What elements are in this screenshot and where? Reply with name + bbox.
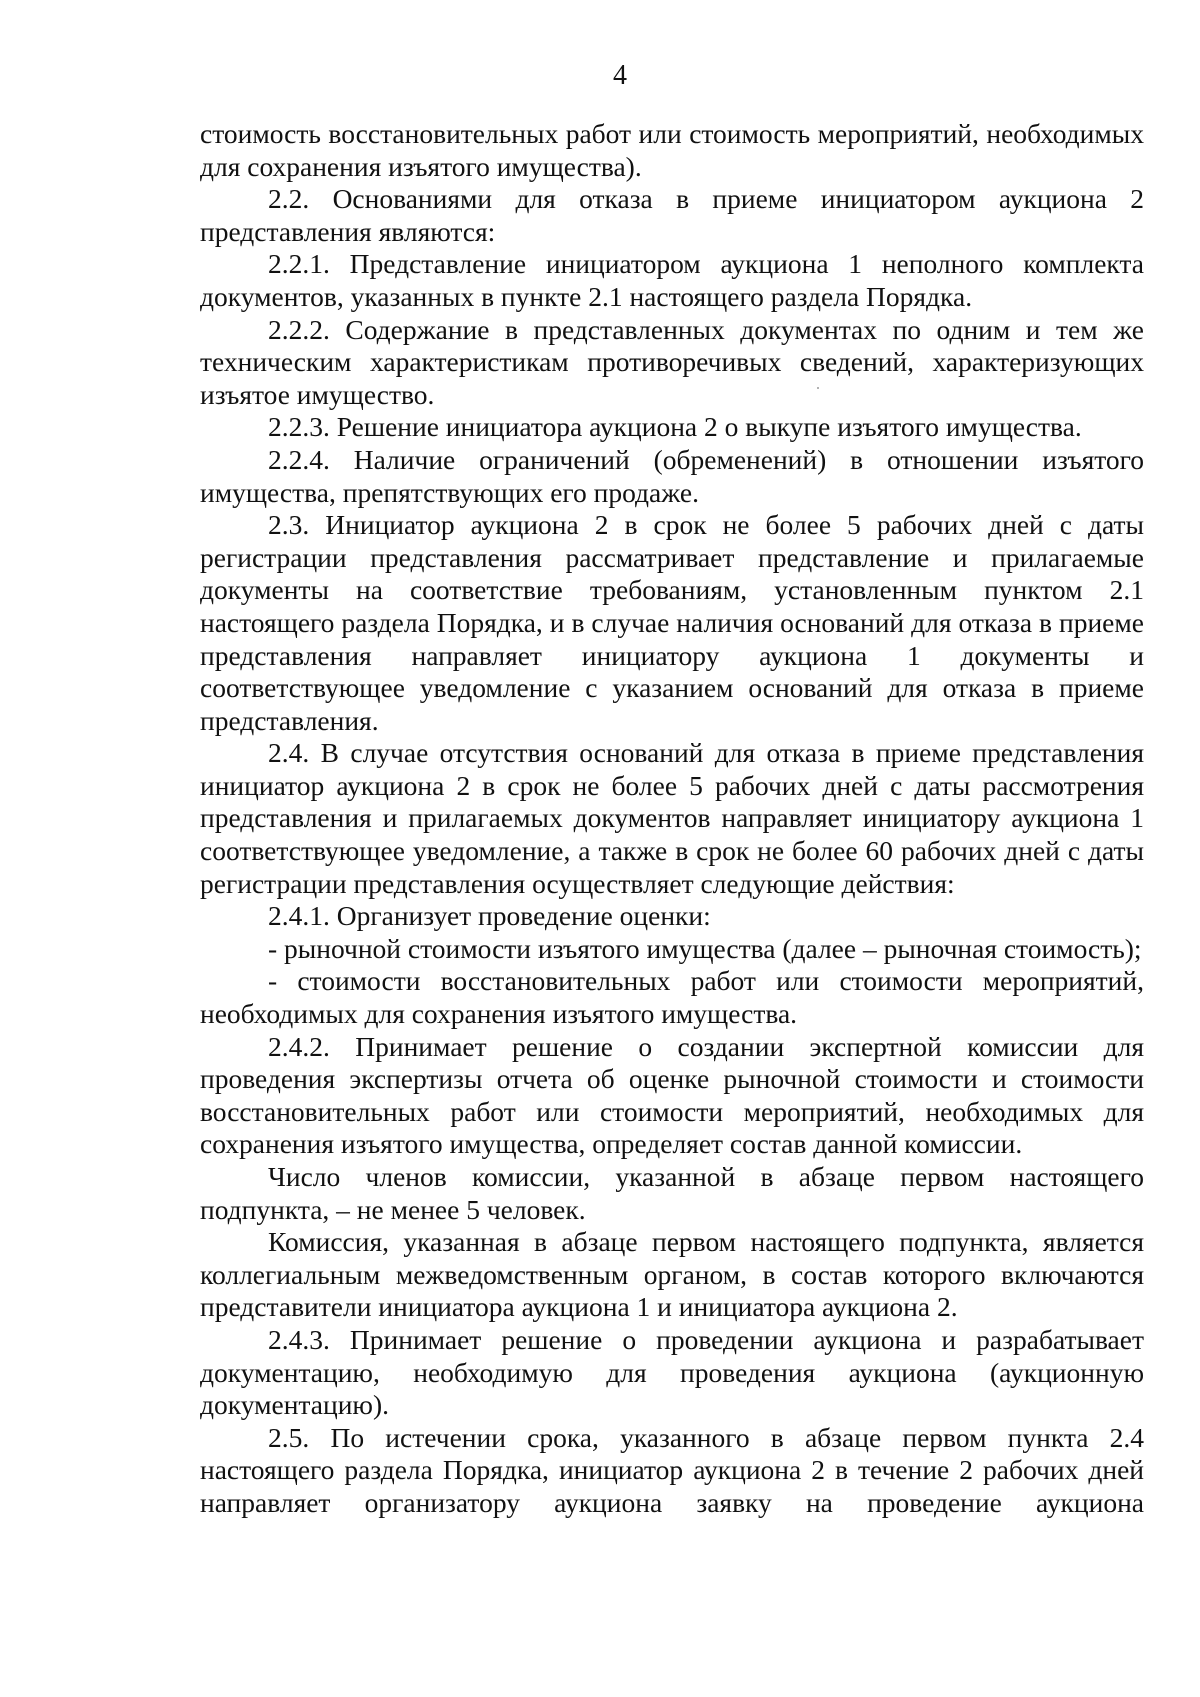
document-body <box>200 118 1144 1520</box>
paragraph: 2.4. В случае отсутствия оснований для отказа в приеме представления инициатор аукциона 2 в срок не более 5 рабочих дней с даты рассмотрения представления и прилагаемых документов направляет инициатору аукциона 1 соответствующее уведомление, а также в срок не более 60 рабочих дней с даты регистрации представления осуществляет следующие действия: <box>200 737 1144 899</box>
paragraph: стоимость восстановительных работ или стоимость мероприятий, необходимых для сохранения изъятого имущества). <box>200 118 1144 182</box>
paragraph: 2.3. Инициатор аукциона 2 в срок не более 5 рабочих дней с даты регистрации представления рассматривает представление и прилагаемые документы на соответствие требованиям, установленным пунктом 2.1 настоящего раздела Порядка, и в случае наличия оснований для отказа в приеме представления направляет инициатору аукциона 1 документы и соответствующее уведомление с указанием оснований для отказа в приеме представления. <box>200 509 1144 736</box>
paragraph: 2.4.2. Принимает решение о создании экспертной комиссии для проведения экспертизы отчета об оценке рыночной стоимости и стоимости восстановительных работ или стоимости мероприятий, необходимых для сохранения изъятого имущества, определяет состав данной комиссии. <box>200 1030 1144 1160</box>
paragraph: 2.4.1. Организует проведение оценки: <box>268 900 711 932</box>
paragraph: 2.5. По истечении срока, указанного в абзаце первом пункта 2.4 настоящего раздела Порядка, инициатор аукциона 2 в течение 2 рабочих дней направляет организатору аукциона заявку на проведение аукциона <box>200 1421 1144 1518</box>
paragraph: Число членов комиссии, указанной в абзаце первом настоящего подпункта, – не менее 5 человек. <box>200 1161 1144 1225</box>
paragraph: Комиссия, указанная в абзаце первом настоящего подпункта, является коллегиальным межведомственным органом, в состав которого включаются представители инициатора аукциона 1 и инициатора аукциона 2. <box>200 1226 1144 1323</box>
paragraph: 2.2. Основаниями для отказа в приеме инициатором аукциона 2 представления являются: <box>200 183 1144 247</box>
paragraph: 2.2.2. Содержание в представленных документах по одним и тем же техническим характеристикам противоречивых сведений, характеризующих изъятое имущество. <box>200 313 1144 410</box>
paragraph: - стоимости восстановительных работ или стоимости мероприятий, необходимых для сохранения изъятого имущества. <box>200 965 1144 1030</box>
paragraph: 2.4.3. Принимает решение о проведении аукциона и разрабатывает документацию, необходимую для проведения аукциона (аукционную документацию). <box>200 1323 1144 1421</box>
paragraph: - рыночной стоимости изъятого имущества (далее – рыночная стоимость); <box>268 932 1142 964</box>
paragraph: 2.2.3. Решение инициатора аукциона 2 о выкупе изъятого имущества. <box>268 411 1082 443</box>
page-number: 4 <box>613 60 627 91</box>
paragraph: 2.2.4. Наличие ограничений (обременений) в отношении изъятого имущества, препятствующих его продаже. <box>200 443 1144 508</box>
paragraph: 2.2.1. Представление инициатором аукциона 1 неполного комплекта документов, указанных в пункте 2.1 настоящего раздела Порядка. <box>200 248 1144 312</box>
scan-speck <box>817 387 819 389</box>
